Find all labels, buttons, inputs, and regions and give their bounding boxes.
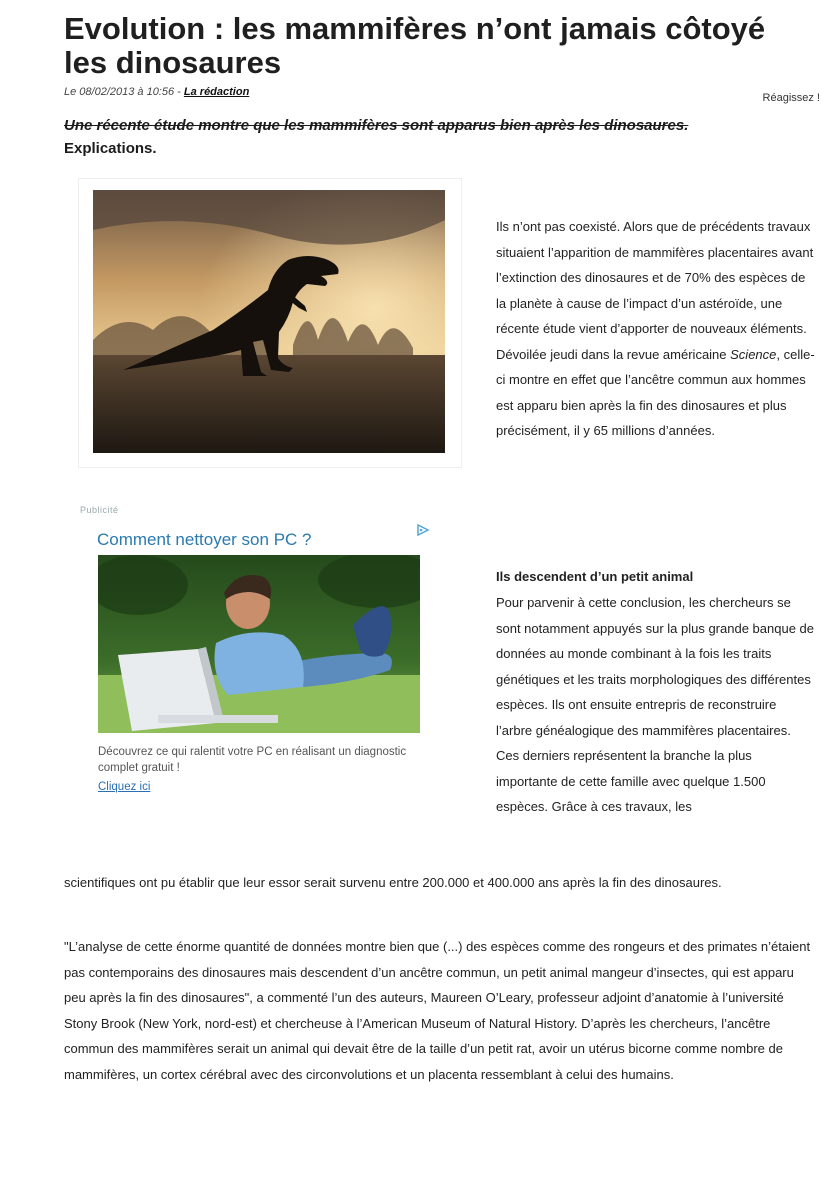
ad-text: Découvrez ce qui ralentit votre PC en réalisant un diagnostic complet gratuit ! xyxy=(98,746,407,774)
ad-link[interactable]: Cliquez ici xyxy=(98,781,151,793)
ad-title[interactable]: Comment nettoyer son PC ? xyxy=(97,530,312,549)
article-meta xyxy=(64,86,249,98)
paragraph-3: "L’analyse de cette énorme quantité de données montre bien que (...) des espèces comme des rongeurs et des primates n’étaient pas contemporains des dinosaures mais descendent d’un ancêtre commun, un petit animal mangeur d’insectes, qui est apparu peu après la fin des dinosaures", a commenté l’un des auteurs, Maureen O’Leary, professeur adjoint d’anatomie à l’université Stony Brook (New York, nord-est) et chercheuse à l’American Museum of Natural History. D’après les chercheurs, l’ancêtre commun des mammifères serait un animal qui devait être de la taille d’un petit rat, avoir un utérus bicorne comme nombre de mammifères, un cortex cérébral avec des circonvolutions et un placenta ressemblant à celui des humains. xyxy=(64,939,811,1082)
article-title: Evolution : les mammifères n’ont jamais côtoyé les dinosaures xyxy=(64,11,766,80)
paragraph-1 xyxy=(496,214,816,444)
paragraph-1-b: , celle-ci montre en effet que l’ancêtre commun aux hommes est apparu bien après la fin des dinosaures et plus précisément, il y 65 millions d’années. xyxy=(496,346,815,438)
paragraph-2-tail: scientifiques ont pu établir que leur essor serait survenu entre 200.000 et 400.000 ans après la fin des dinosaures. xyxy=(64,875,722,890)
react-link[interactable]: Réagissez ! xyxy=(762,92,820,104)
article-date: Le 08/02/2013 à 10:56 - xyxy=(64,86,181,98)
journal-name: Science xyxy=(730,346,777,362)
article-lead xyxy=(64,114,809,160)
lead-explanations: Explications. xyxy=(64,140,157,157)
ad-label: Publicité xyxy=(80,505,119,515)
section-subtitle: Ils descendent d’un petit animal xyxy=(496,569,694,584)
adchoices-icon[interactable] xyxy=(415,523,431,537)
paragraph-1-a: Ils n’ont pas coexisté. Alors que de précédents travaux situaient l’apparition de mammifères placentaires avant l’extinction des dinosaures et de 70% des espèces de la planète à cause de l’impact d’un astéroïde, une récente étude vient d’apporter de nouveaux éléments. Dévoilée jeudi dans la revue américaine xyxy=(496,219,814,362)
paragraph-2: Pour parvenir à cette conclusion, les chercheurs se sont notamment appuyés sur la plus grande banque de données au monde combinant à la fois les traits génétiques et les traits morphologiques des différentes espèces. Ils ont ensuite entrepris de reconstruire l’arbre généalogique des mammifères placentaires. Ces derniers représentent la branche la plus importante de cette famille avec quelque 1.500 espèces. Grâce à ces travaux, les xyxy=(496,595,814,814)
author-link[interactable]: La rédaction xyxy=(183,86,250,98)
ad-image[interactable] xyxy=(98,555,420,733)
dinosaur-photo xyxy=(93,190,445,453)
lead-text: Une récente étude montre que les mammifères sont apparus bien après les dinosaures. xyxy=(64,117,689,134)
